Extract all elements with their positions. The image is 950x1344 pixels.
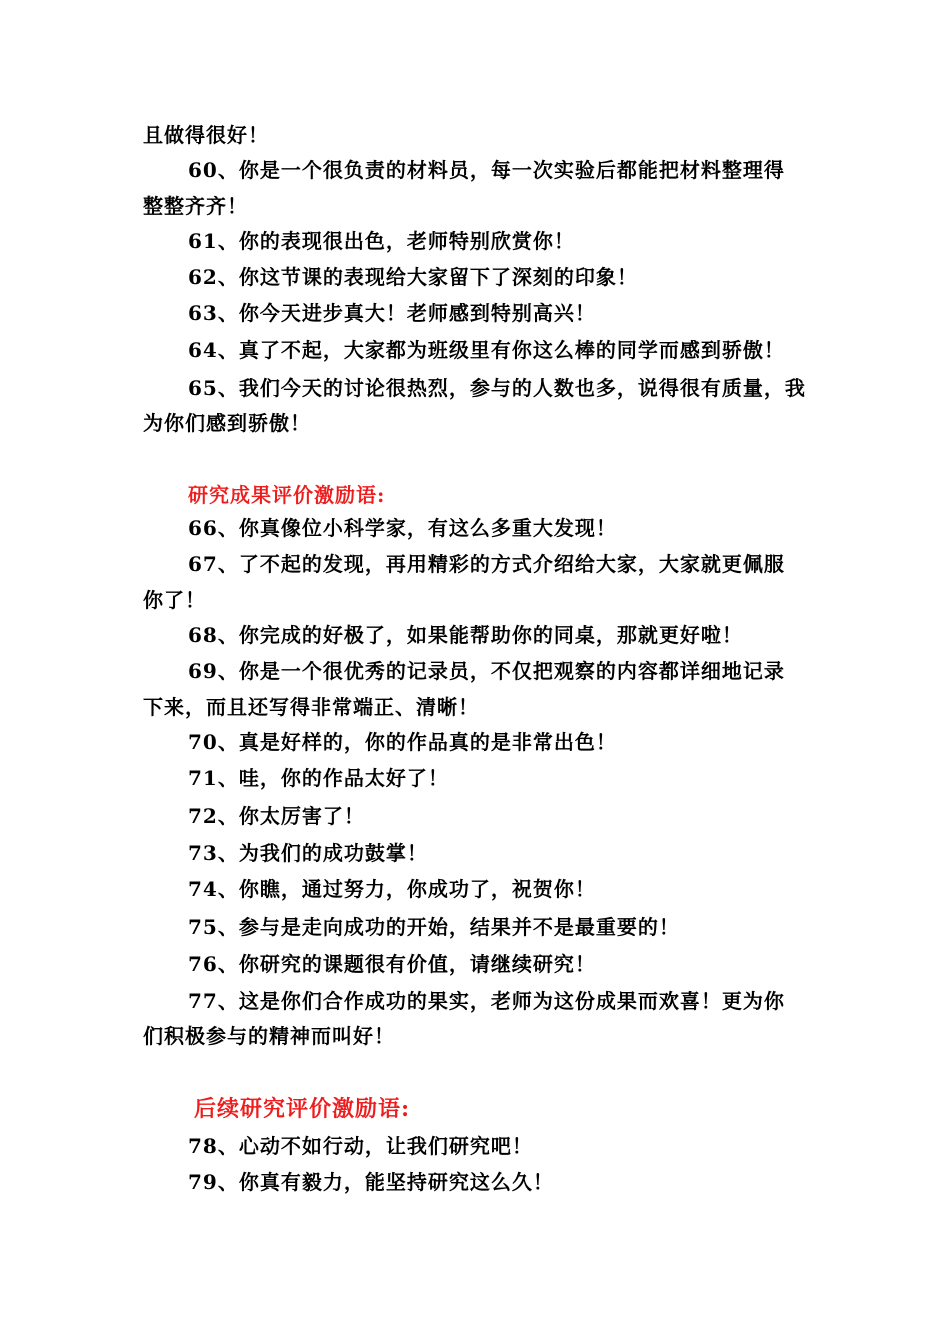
text-line: 下来，而且还写得非常端正、清晰！ [143,695,479,719]
item-69: 69、你是一个很优秀的记录员，不仅把观察的内容都详细地记录 [188,659,785,683]
item-77: 77、这是你们合作成功的果实，老师为这份成果而欢喜！更为你 [188,989,785,1013]
item-78: 78、心动不如行动，让我们研究吧！ [188,1134,533,1158]
item-75: 75、参与是走向成功的开始，结果并不是最重要的！ [188,915,680,939]
item-73: 73、为我们的成功鼓掌！ [188,841,428,865]
item-61: 61、你的表现很出色，老师特别欣赏你！ [188,229,575,253]
text-line: 们积极参与的精神而叫好！ [143,1024,395,1048]
item-74: 74、你瞧，通过努力，你成功了，祝贺你！ [188,877,596,901]
text-line: 为你们感到骄傲！ [143,411,311,435]
item-64: 64、真了不起，大家都为班级里有你这么棒的同学而感到骄傲！ [188,338,785,362]
item-66: 66、你真像位小科学家，有这么多重大发现！ [188,516,617,540]
item-79: 79、你真有毅力，能坚持研究这么久！ [188,1170,554,1194]
text-line: 你了！ [143,588,206,612]
item-67: 67、了不起的发现，再用精彩的方式介绍给大家，大家就更佩服 [188,552,785,576]
section-heading-follow-up-research: 后续研究评价激励语: [194,1096,411,1122]
text-line: 整整齐齐！ [143,194,248,218]
item-63: 63、你今天进步真大！老师感到特别高兴！ [188,301,596,325]
item-71: 71、哇，你的作品太好了！ [188,766,449,790]
item-60: 60、你是一个很负责的材料员，每一次实验后都能把材料整理得 [188,158,785,182]
item-70: 70、真是好样的，你的作品真的是非常出色！ [188,730,617,754]
item-72: 72、你太厉害了！ [188,804,365,828]
text-line: 且做得很好！ [143,123,269,147]
item-68: 68、你完成的好极了，如果能帮助你的同桌，那就更好啦！ [188,623,743,647]
item-62: 62、你这节课的表现给大家留下了深刻的印象！ [188,265,638,289]
item-76: 76、你研究的课题很有价值，请继续研究！ [188,952,596,976]
section-heading-research-results: 研究成果评价激励语: [188,483,386,507]
item-65: 65、我们今天的讨论很热烈，参与的人数也多，说得很有质量，我 [188,376,806,400]
